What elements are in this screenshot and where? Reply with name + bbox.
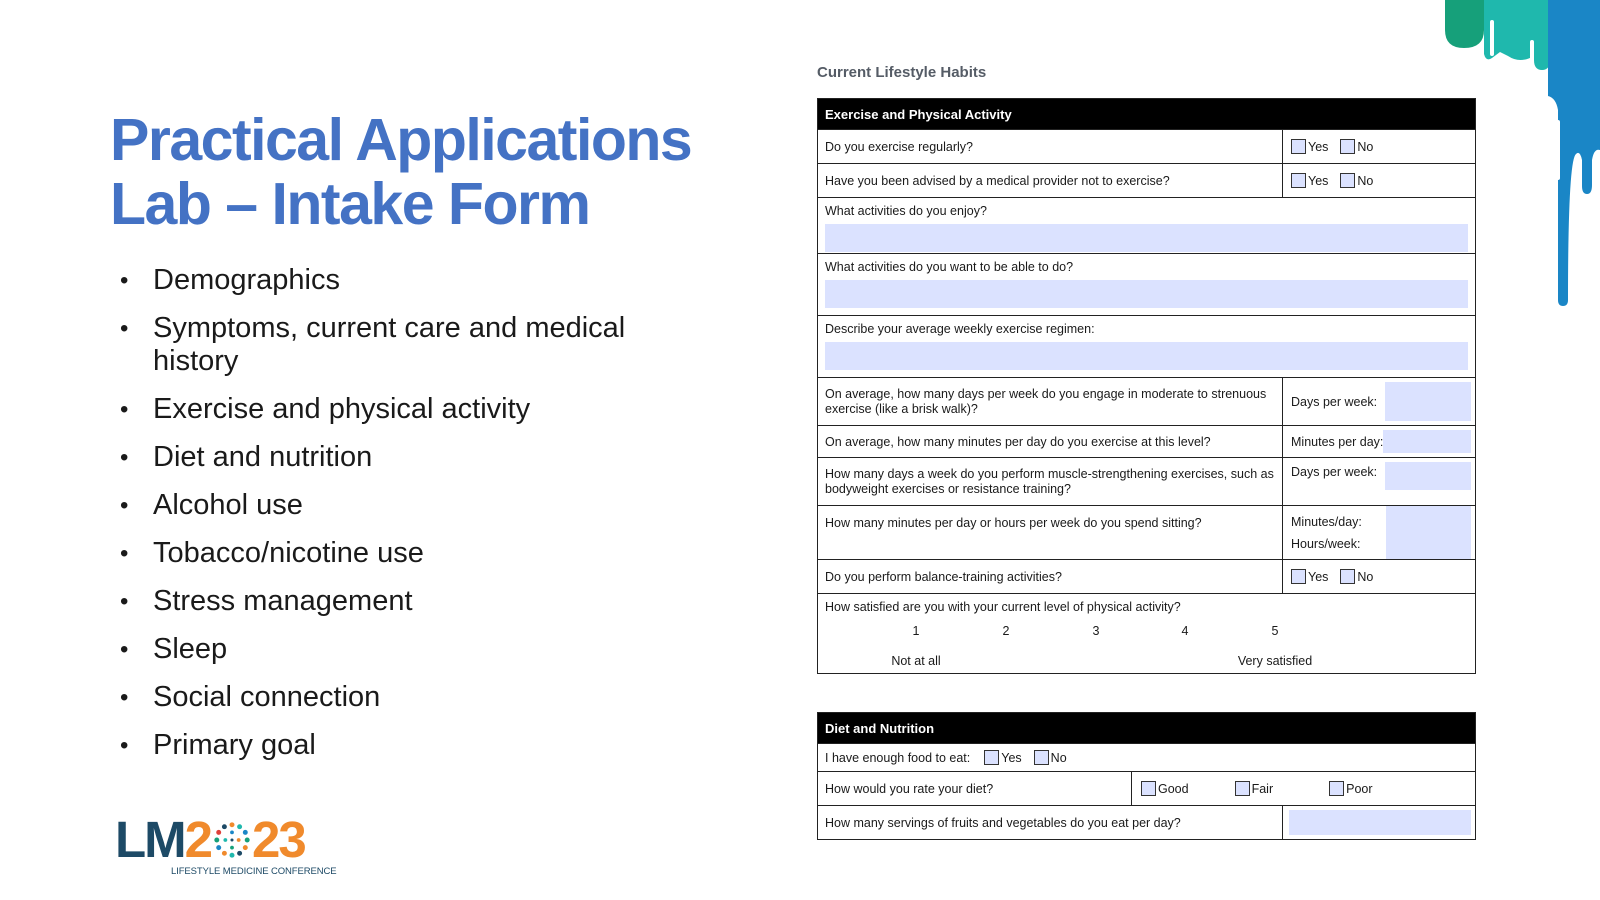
yes-label: Yes [1308, 569, 1329, 584]
diet-table [817, 712, 1476, 840]
exercise-table [817, 98, 1476, 674]
table-row [818, 771, 1475, 805]
scale-numbers [825, 624, 1468, 646]
table-row [818, 559, 1475, 593]
question-enough-food-cell [818, 744, 1475, 771]
question-advised-not-exercise: Have you been advised by a medical provider not to exercise? [825, 173, 1170, 188]
logo-two: 2 [184, 811, 212, 868]
scale-high-label: Very satisfied [1237, 654, 1313, 668]
logo-subtitle: LIFESTYLE MEDICINE CONFERENCE [171, 866, 337, 877]
yes-checkbox[interactable] [984, 750, 999, 765]
question-activities-enjoy-cell [818, 198, 1475, 253]
page-title [110, 108, 760, 236]
question-enough-food: I have enough food to eat: [825, 750, 971, 765]
strength-days-field[interactable] [1385, 462, 1471, 490]
scale-option-1[interactable]: 1 [912, 624, 920, 638]
question-servings: How many servings of fruits and vegetables do you eat per day? [825, 815, 1181, 830]
question-weekly-regimen: Describe your average weekly exercise regimen: [825, 322, 1095, 336]
table-row [818, 253, 1475, 315]
table-row [818, 197, 1475, 253]
scale-option-5[interactable]: 5 [1271, 624, 1279, 638]
question-activities-want: What activities do you want to be able to do? [825, 260, 1074, 274]
no-checkbox[interactable] [1340, 569, 1355, 584]
good-checkbox[interactable] [1141, 781, 1156, 796]
list-item: • Tobacco/nicotine use [118, 537, 678, 570]
dotted-circle-icon [213, 821, 251, 859]
yes-checkbox[interactable] [1291, 139, 1306, 154]
question-activities-enjoy: What activities do you enjoy? [825, 204, 987, 218]
minutes-day-label: Minutes/day: [1291, 514, 1362, 529]
list-item: • Alcohol use [118, 489, 678, 522]
question-balance-training: Do you perform balance-training activities? [825, 569, 1062, 584]
answer-cell [1282, 806, 1475, 839]
table-row [818, 593, 1475, 673]
question-exercise-regularly: Do you exercise regularly? [825, 139, 973, 154]
strength-days-label: Days per week: [1291, 465, 1378, 479]
yes-label: Yes [1308, 173, 1329, 188]
no-label: No [1357, 139, 1374, 154]
table-row [818, 163, 1475, 197]
table-row [818, 805, 1475, 839]
question-strength-days: How many days a week do you perform muscle-strengthening exercises, such as bodyweight exercises or resistance training? [825, 466, 1274, 496]
table-row [818, 743, 1475, 771]
diet-table-header: Diet and Nutrition [818, 713, 1475, 743]
answer-cell [1282, 164, 1475, 197]
yes-label: Yes [1001, 750, 1022, 765]
answer-cell [1282, 130, 1475, 163]
servings-field[interactable] [1289, 810, 1471, 835]
scale-option-2[interactable]: 2 [1002, 624, 1010, 638]
blue-drip [1548, 0, 1600, 306]
sitting-time-field[interactable] [1386, 506, 1471, 559]
yes-label: Yes [1308, 139, 1329, 154]
answer-cell [1282, 506, 1475, 559]
fair-label: Fair [1251, 781, 1274, 796]
title-line-1: Practical Applications [110, 107, 692, 173]
answer-cell [1282, 458, 1475, 505]
question-minutes-per-day: On average, how many minutes per day do you exercise at this level? [825, 434, 1211, 449]
logo-lm: LM [115, 811, 185, 868]
scale-option-3[interactable]: 3 [1092, 624, 1100, 638]
yes-checkbox[interactable] [1291, 569, 1306, 584]
hours-week-label: Hours/week: [1291, 536, 1361, 551]
days-per-week-field[interactable] [1385, 382, 1471, 421]
question-satisfaction: How satisfied are you with your current level of physical activity? [825, 600, 1181, 614]
poor-label: Poor [1346, 781, 1373, 796]
no-checkbox[interactable] [1340, 139, 1355, 154]
question-activities-want-cell [818, 254, 1475, 315]
good-label: Good [1158, 781, 1189, 796]
table-row [818, 505, 1475, 559]
conference-logo [115, 811, 337, 885]
list-item: • Social connection [118, 681, 678, 714]
table-row [818, 129, 1475, 163]
weekly-regimen-field[interactable] [825, 342, 1468, 370]
no-checkbox[interactable] [1340, 173, 1355, 188]
days-per-week-label: Days per week: [1291, 394, 1378, 409]
topic-list [118, 264, 678, 777]
activities-enjoy-field[interactable] [825, 224, 1468, 252]
yes-checkbox[interactable] [1291, 173, 1306, 188]
table-row [818, 425, 1475, 457]
poor-checkbox[interactable] [1329, 781, 1344, 796]
minutes-per-day-label: Minutes per day: [1291, 434, 1384, 449]
minutes-per-day-field[interactable] [1383, 430, 1471, 453]
no-label: No [1050, 750, 1067, 765]
activities-want-field[interactable] [825, 280, 1468, 308]
no-label: No [1357, 173, 1374, 188]
list-item: • Diet and nutrition [118, 441, 678, 474]
answer-cell [1282, 426, 1475, 457]
table-row [818, 377, 1475, 425]
answer-cell [1131, 772, 1475, 805]
answer-cell [1282, 378, 1475, 425]
list-item: • Stress management [118, 585, 678, 618]
list-item: • Demographics [118, 264, 678, 297]
question-sitting: How many minutes per day or hours per week do you spend sitting? [825, 516, 1202, 530]
scale-anchors [825, 654, 1468, 674]
list-item: • Sleep [118, 633, 678, 666]
no-label: No [1357, 569, 1374, 584]
list-item: • Exercise and physical activity [118, 393, 678, 426]
question-regimen-cell [818, 316, 1475, 377]
satisfaction-scale [818, 594, 1475, 673]
title-line-2: Lab – Intake Form [110, 171, 590, 237]
scale-low-label: Not at all [891, 654, 941, 668]
form-caption: Current Lifestyle Habits [817, 64, 987, 81]
list-item: • Primary goal [118, 729, 678, 762]
scale-option-4[interactable]: 4 [1181, 624, 1189, 638]
answer-cell [1282, 560, 1475, 593]
logo-year-end: 23 [252, 811, 305, 868]
table-row [818, 457, 1475, 505]
list-item: • Symptoms, current care and medical history [118, 312, 678, 378]
question-days-moderate: On average, how many days per week do you engage in moderate to strenuous exercise (like a brisk walk)? [825, 386, 1267, 416]
no-checkbox[interactable] [1034, 750, 1049, 765]
question-rate-diet: How would you rate your diet? [825, 781, 994, 796]
exercise-table-header: Exercise and Physical Activity [818, 99, 1475, 129]
green-drip [1445, 0, 1484, 48]
table-row [818, 315, 1475, 377]
fair-checkbox[interactable] [1235, 781, 1250, 796]
